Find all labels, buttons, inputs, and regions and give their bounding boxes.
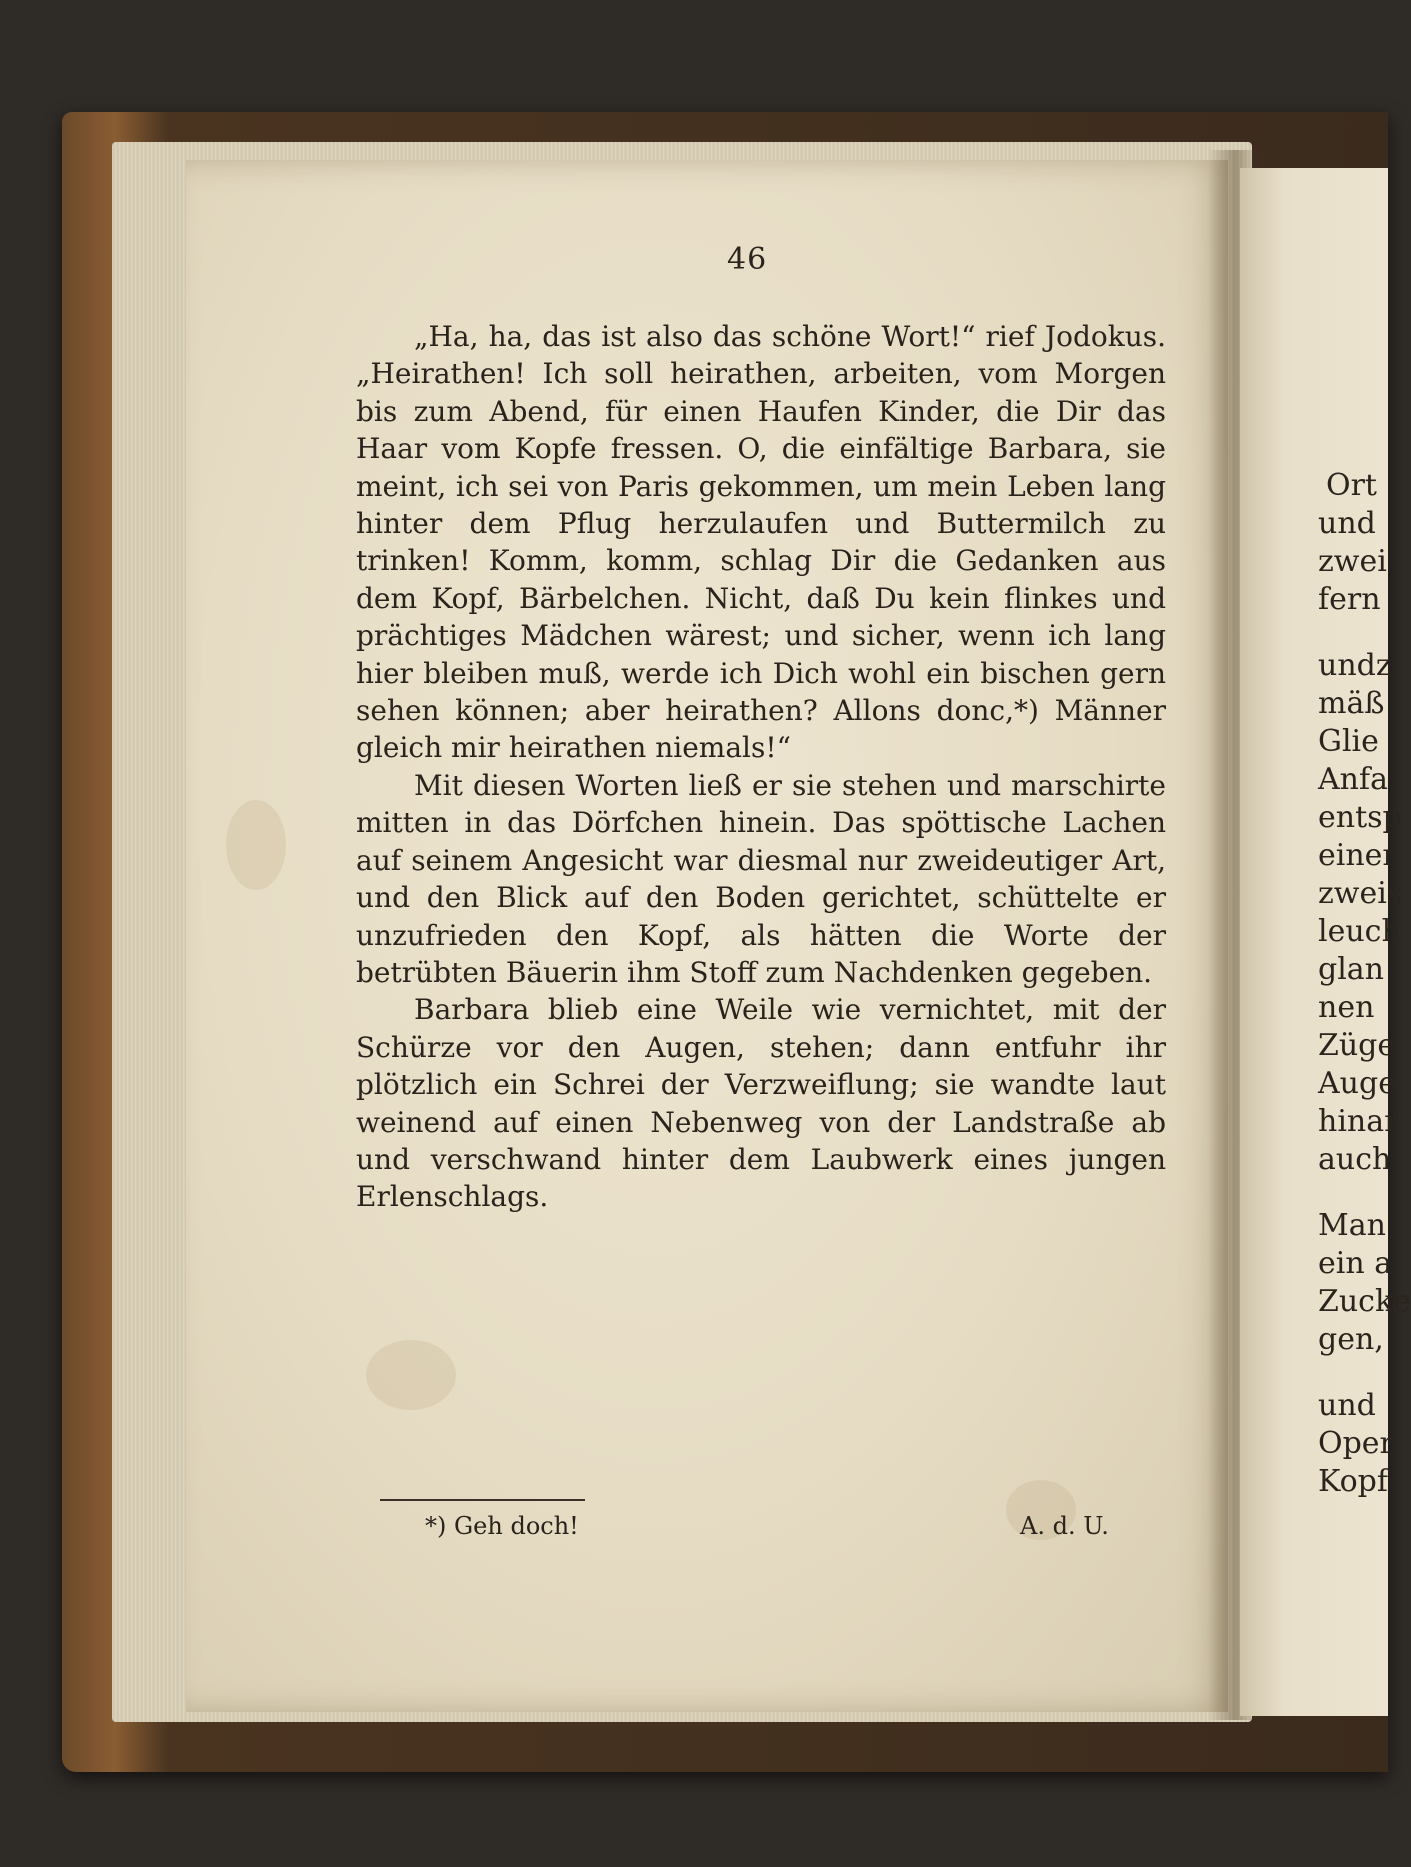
facing-page-line: Zucke <box>1318 1284 1411 1319</box>
facing-page-line: entsp <box>1318 800 1402 835</box>
paper-stain <box>366 1340 456 1410</box>
facing-page-line: Man <box>1318 1208 1386 1243</box>
page-number: 46 <box>727 242 768 277</box>
paper-stain <box>226 800 286 890</box>
facing-page-line: zweis <box>1318 876 1403 911</box>
facing-page-line: Oper <box>1318 1426 1394 1461</box>
footnote-rule <box>380 1499 585 1501</box>
footnote-credit: A. d. U. <box>1020 1512 1109 1540</box>
facing-page-line: auch <box>1318 1142 1392 1177</box>
facing-page-line: hinar <box>1318 1104 1399 1139</box>
facing-page-line: Kopf <box>1318 1464 1388 1499</box>
facing-page-line: undz <box>1318 648 1392 683</box>
paragraph-3: Barbara blieb eine Weile wie vernichtet, mit der Schürze vor den Augen, stehen; dann entfuhr ihr plötzlich ein Schrei der Verzweiflung; sie wandte laut weinend auf einen Nebenweg von der Landstraße ab und verschwand hinter dem Laubwerk eines jungen Erlenschlags. <box>356 993 1166 1214</box>
facing-page-line: leuch <box>1318 914 1401 949</box>
facing-page-line: gen, <box>1318 1322 1384 1357</box>
paragraph-2: Mit diesen Worten ließ er sie stehen und marschirte mitten in das Dörfchen hinein. Das spöttische Lachen auf seinem Angesicht war diesmal nur zweideutiger Art, und den Blick auf den Boden gerichtet, schüttelte er unzufrieden den Kopf, als hätten die Worte der betrübten Bäuerin ihm Stoff zum Nachdenken gegeben. <box>356 768 1166 989</box>
facing-page-line: zwei <box>1318 544 1387 579</box>
paragraph-1: „Ha, ha, das ist also das schöne Wort!“ rief Jodokus. „Heirathen! Ich soll heirathen, arbeiten, vom Morgen bis zum Abend, für einen Haufen Kinder, die Dir das Haar vom Kopfe fressen. O, die einfältige Barbara, sie meint, ich sei von Paris gekommen, um mein Leben lang hinter dem Pflug herzulaufen und Buttermilch zu trinken! Komm, komm, schlag Dir die Gedanken aus dem Kopf, Bärbelchen. Nicht, daß Du kein flinkes und prächtiges Mädchen wärest; und sicher, wenn ich lang hier bleiben muß, werde ich Dich wohl ein bischen gern sehen können; aber heirathen? Allons donc,*) Männer gleich mir heirathen niemals!“ <box>356 320 1166 765</box>
footnote-text: *) Geh doch! <box>425 1512 579 1540</box>
facing-page-line: Ort <box>1326 468 1377 503</box>
facing-page-line: nen <box>1318 990 1375 1025</box>
right-page-fragment <box>1240 168 1411 1716</box>
body-text <box>356 318 1166 1216</box>
facing-page-line: fern <box>1318 582 1381 617</box>
facing-page-line: Züge <box>1318 1028 1396 1063</box>
facing-page-line: und <box>1318 1388 1376 1423</box>
facing-page-line: einer <box>1318 838 1397 873</box>
facing-page-line: Anfa <box>1318 762 1388 797</box>
facing-page-line: mäß <box>1318 686 1385 721</box>
facing-page-line: ein a <box>1318 1246 1393 1281</box>
facing-page-line: Auge <box>1318 1066 1396 1101</box>
facing-page-line: glan <box>1318 952 1385 987</box>
facing-page-line: Glie <box>1318 724 1379 759</box>
facing-page-line: und <box>1318 506 1376 541</box>
